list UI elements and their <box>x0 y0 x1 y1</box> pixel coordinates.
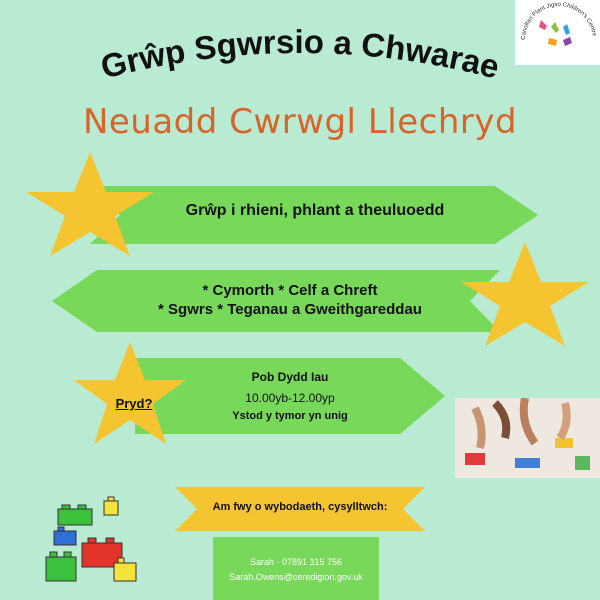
lego-blocks-illustration <box>40 495 165 590</box>
contact-box <box>213 537 379 600</box>
logo-text: Canolfan Plant Jigso Children's Centre <box>520 1 597 41</box>
banner-families-text: Grŵp i rhieni, phlant a theuluoedd <box>185 202 445 219</box>
activities-text <box>90 281 490 319</box>
page-title: Grŵp Sgwrsio a Chwarae <box>96 22 504 86</box>
contact-phone: Sarah - 07891 315 756 <box>249 557 343 567</box>
when-term: Ystod y tymor yn unig <box>232 410 348 422</box>
when-day: Pob Dydd Iau <box>251 370 329 384</box>
star-right <box>455 238 595 350</box>
title-graphic <box>0 0 600 110</box>
jigso-logo <box>515 0 600 65</box>
contact-email[interactable]: Sarah.Owens@ceredigion.gov.uk <box>229 572 363 582</box>
star-top-left <box>20 148 160 260</box>
star-when <box>70 338 190 448</box>
info-text: Am fwy o wybodaeth, cysylltwch: <box>212 501 388 513</box>
when-label: Pryd? <box>115 396 153 411</box>
venue-title: Neuadd Cwrwgl Llechryd <box>82 102 518 142</box>
when-time: 10.00yb-12.00yp <box>245 391 335 405</box>
crafts-photo <box>455 398 600 478</box>
activities-line-2: * Sgwrs * Teganau a Gweithgareddau <box>158 301 422 318</box>
activities-line-1: * Cymorth * Celf a Chreft <box>202 282 378 299</box>
